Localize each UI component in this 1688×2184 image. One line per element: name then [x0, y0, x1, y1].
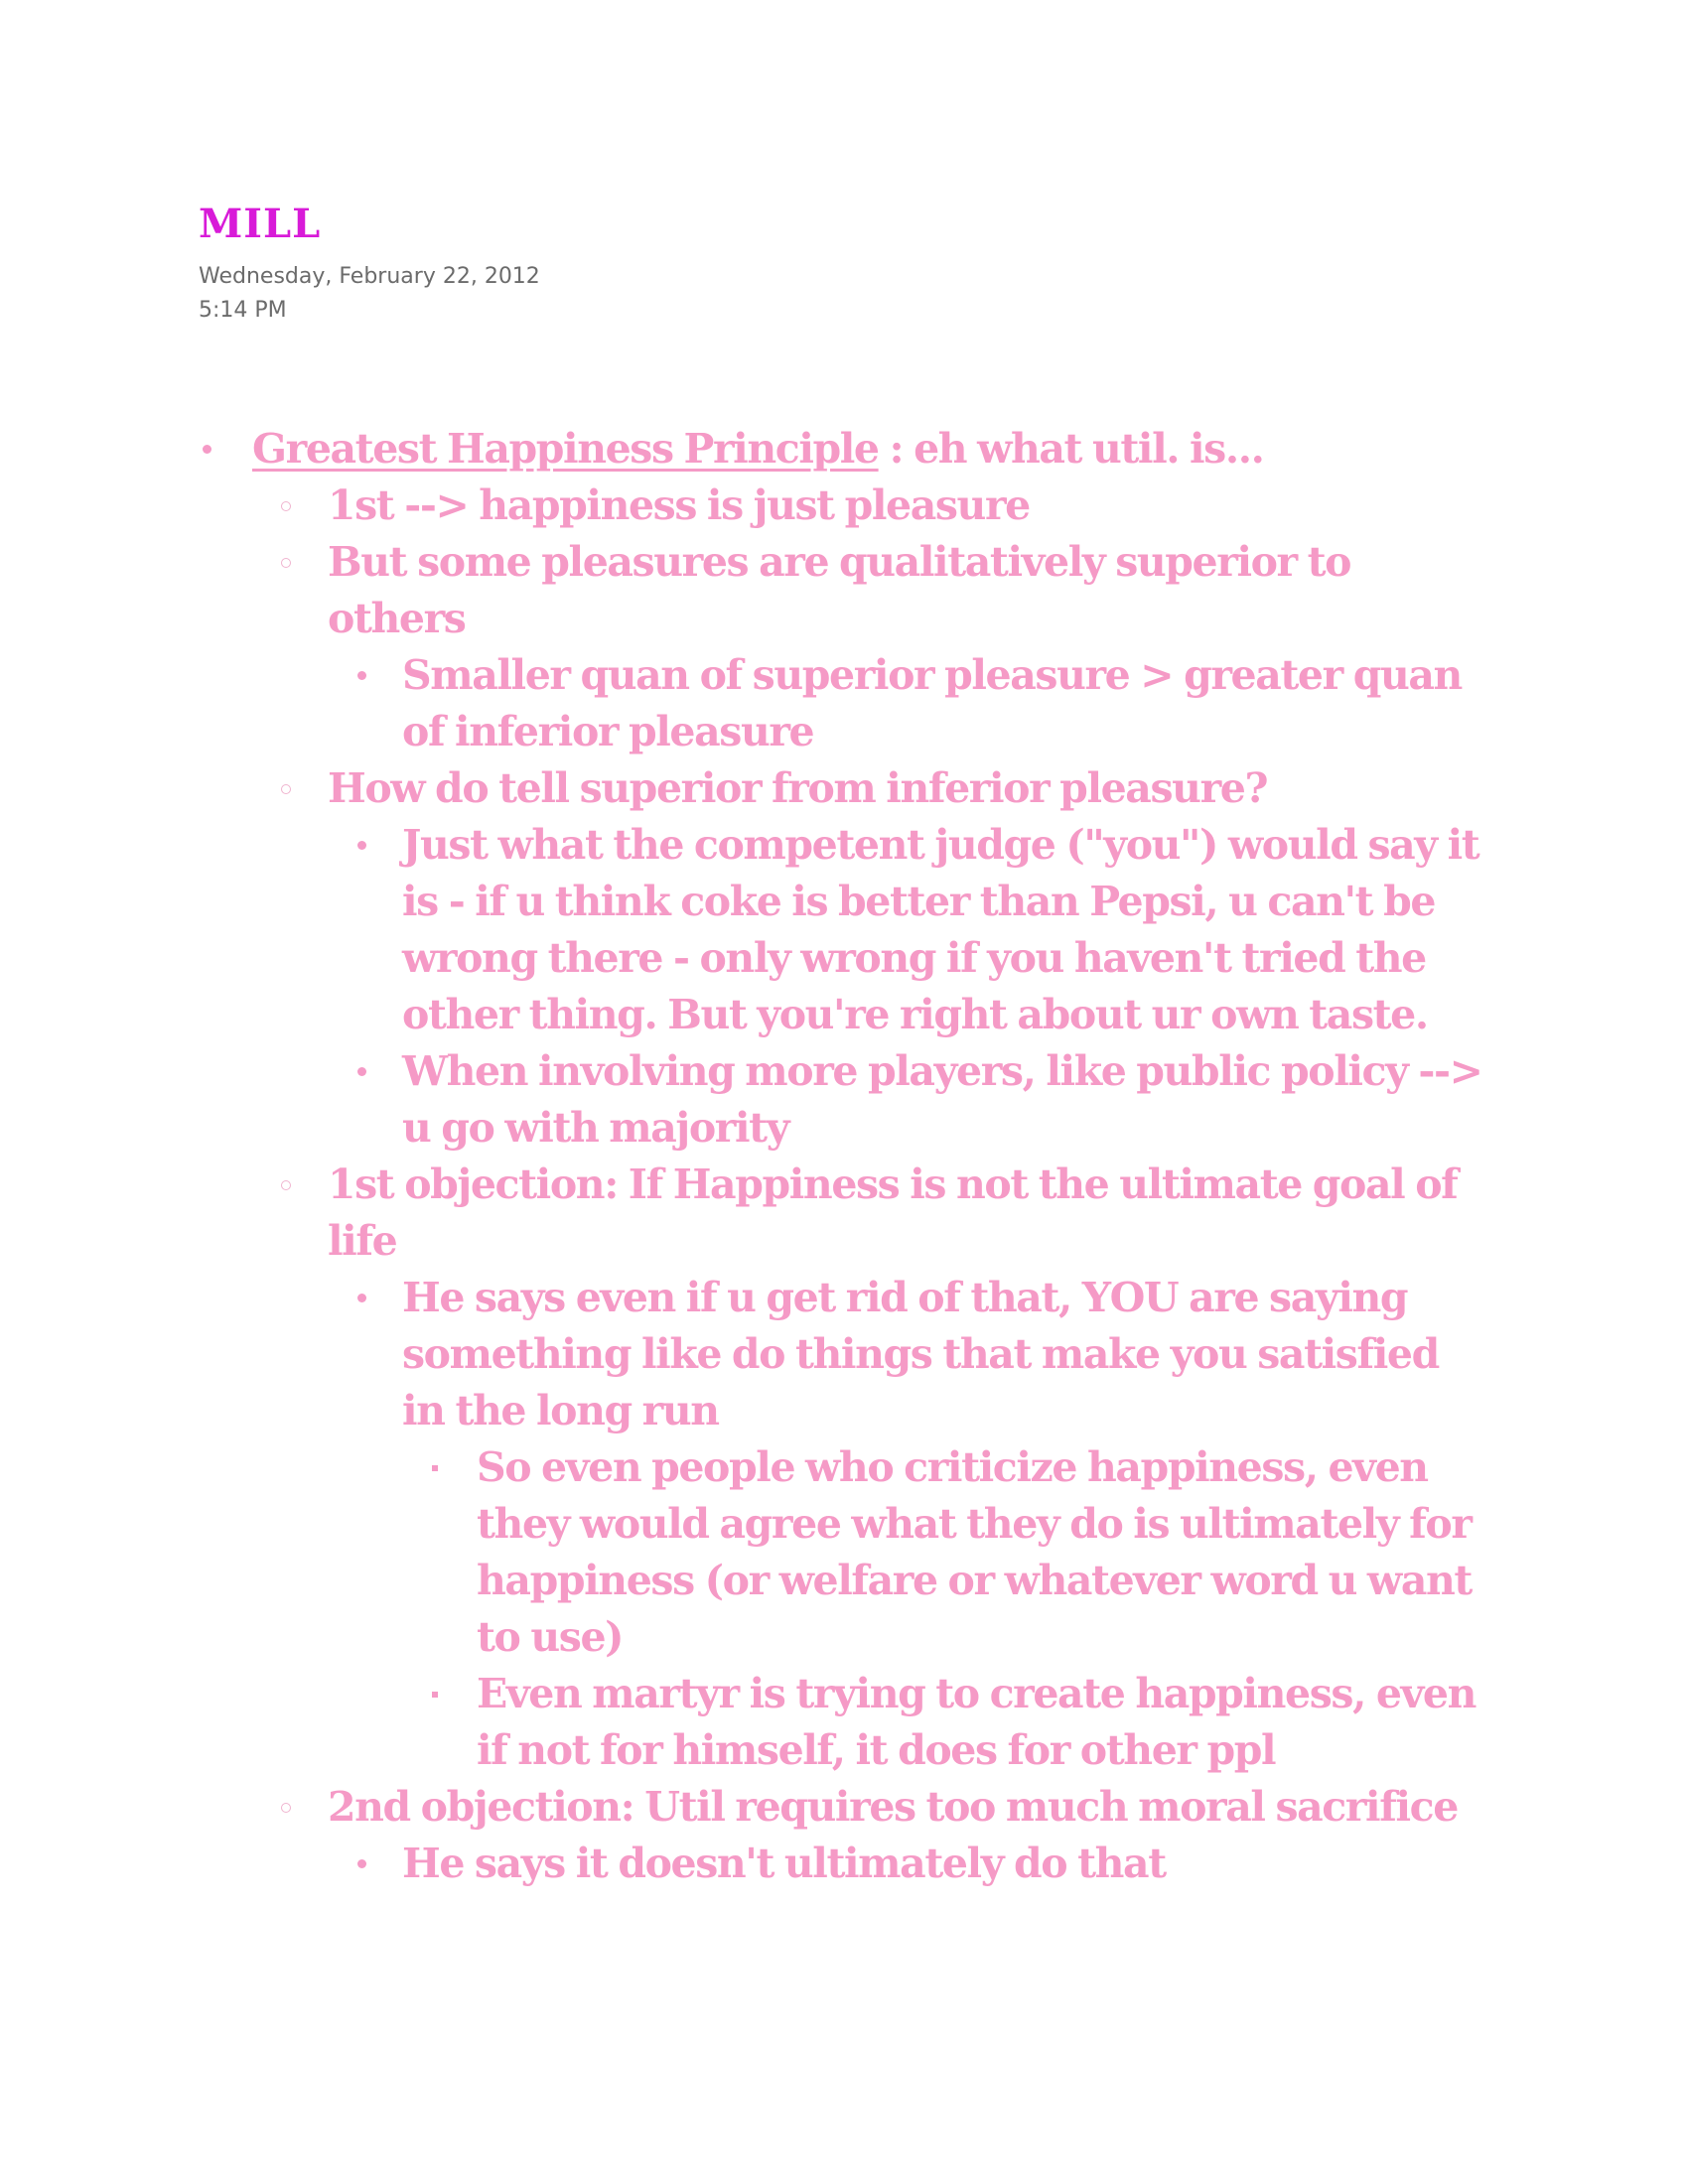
page-title: MILL — [199, 201, 322, 247]
bullet-dot-icon — [199, 421, 214, 478]
outline-item[interactable] — [199, 534, 1489, 647]
outline-item[interactable] — [199, 478, 1489, 534]
page-date: Wednesday, February 22, 2012 — [199, 264, 540, 289]
bullet-dot-icon — [353, 1270, 369, 1326]
bullet-square-icon — [427, 1439, 443, 1496]
outline-item-greatest-happiness-principle[interactable] — [199, 421, 1489, 478]
outline-item[interactable] — [199, 1836, 1489, 1892]
outline-item-text: Even martyr is trying to create happiness, even if not for himself, it does for other ppl — [477, 1670, 1477, 1774]
bullet-circle-icon — [278, 478, 294, 534]
outline-item-text: Just what the competent judge ("you") would say it is - if u think coke is better than Pepsi, u can't be wrong there - only wrong if you haven't tried the other thing. But you're right about ur own taste. — [402, 821, 1479, 1038]
bullet-circle-icon — [278, 1779, 294, 1836]
outline-item-text: 1st objection: If Happiness is not the ultimate goal of life — [328, 1160, 1458, 1265]
bullet-dot-icon — [353, 1836, 369, 1892]
bullet-circle-icon — [278, 760, 294, 817]
outline-item[interactable] — [199, 1666, 1489, 1779]
outline-item-text: He says it doesn't ultimately do that — [402, 1840, 1166, 1887]
bullet-circle-icon — [278, 1157, 294, 1213]
outline-item[interactable] — [199, 1043, 1489, 1157]
outline-item-text: So even people who criticize happiness, even they would agree what they do is ultimately for happiness (or welfare or whatever word u want to use) — [477, 1443, 1472, 1661]
page-time: 5:14 PM — [199, 298, 287, 323]
bullet-square-icon — [427, 1666, 443, 1722]
bullet-dot-icon — [353, 1043, 369, 1100]
outline-item-text: 1st --> happiness is just pleasure — [328, 481, 1030, 529]
outline-item-text: When involving more players, like public policy --> u go with majority — [402, 1047, 1482, 1152]
outline-item-text: Smaller quan of superior pleasure > greater quan of inferior pleasure — [402, 651, 1462, 755]
outline-item-text: He says even if u get rid of that, YOU are saying something like do things that make you satisfied in the long run — [402, 1274, 1439, 1434]
outline-item-text: How do tell superior from inferior pleasure? — [328, 764, 1268, 812]
outline-item[interactable] — [199, 647, 1489, 760]
bullet-circle-icon — [278, 534, 294, 591]
outline-item-text: 2nd objection: Util requires too much moral sacrifice — [328, 1783, 1458, 1831]
outline-item-text: But some pleasures are qualitatively superior to others — [328, 538, 1351, 642]
principle-heading: Greatest Happiness Principle — [252, 425, 879, 473]
outline-item[interactable] — [199, 817, 1489, 1043]
principle-description: : eh what util. is... — [878, 425, 1264, 473]
bullet-dot-icon — [353, 647, 369, 704]
notes-outline — [199, 421, 1489, 1892]
outline-item[interactable] — [199, 1157, 1489, 1270]
outline-item[interactable] — [199, 1270, 1489, 1439]
outline-item[interactable] — [199, 1779, 1489, 1836]
outline-item[interactable] — [199, 1439, 1489, 1666]
bullet-dot-icon — [353, 817, 369, 874]
outline-item[interactable] — [199, 760, 1489, 817]
